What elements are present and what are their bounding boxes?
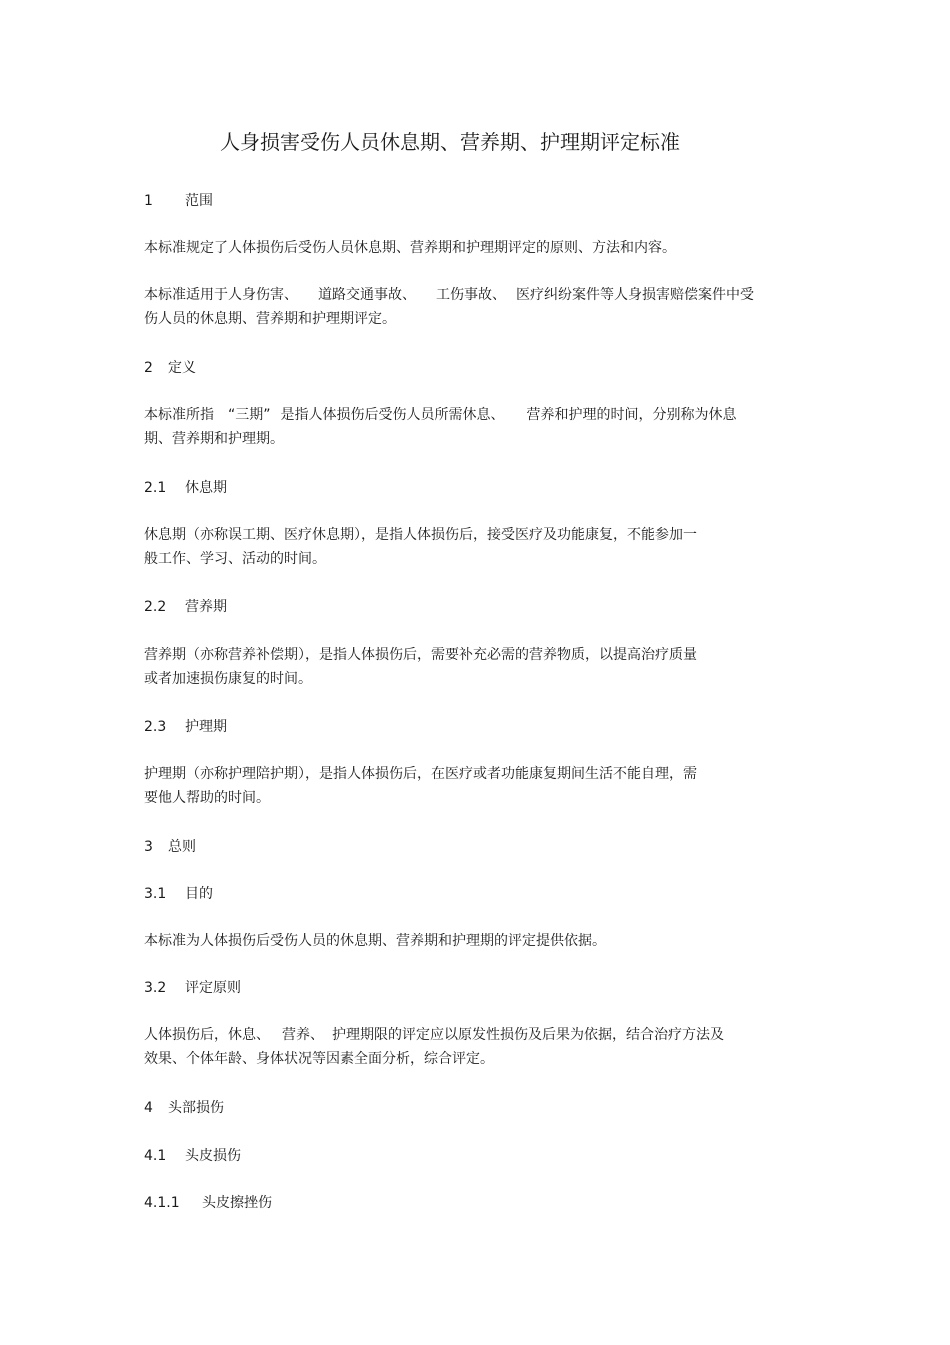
paragraph-text: 营养和护理的时间，分别称为休息 [526, 407, 737, 423]
paragraph-text: 营养、 [282, 1027, 324, 1043]
paragraph-text: 是指人体损伤后受伤人员所需休息、 [280, 407, 505, 423]
paragraph-purpose [144, 929, 606, 953]
paragraph-text: “三期” [228, 407, 271, 423]
heading-text: 头部损伤 [168, 1100, 224, 1116]
heading-number: 2.3 [144, 719, 167, 735]
paragraph-rest-period [144, 523, 697, 571]
paragraph-scope-2 [144, 283, 754, 331]
paragraph-text: 护理期（亦称护理陪护期），是指人体损伤后，在医疗或者功能康复期间生活不能自理，需 [144, 766, 697, 782]
heading-number: 2.1 [144, 480, 167, 496]
paragraph-text: 道路交通事故、 [318, 287, 416, 303]
paragraph-text: 本标准所指 [144, 407, 214, 423]
heading-number: 1 [144, 193, 153, 209]
paragraph-text: 工伤事故、 [436, 287, 506, 303]
heading-number: 3.1 [144, 886, 167, 902]
heading-text: 头皮擦挫伤 [202, 1195, 272, 1211]
paragraph-text: 本标准规定了人体损伤后受伤人员休息期、营养期和护理期评定的原则、方法和内容。 [144, 240, 676, 256]
heading-text: 定义 [168, 360, 196, 376]
paragraph-principles [144, 1023, 724, 1071]
heading-2-3 [144, 715, 227, 739]
paragraph-text: 效果、个体年龄、身体状况等因素全面分析，综合评定。 [144, 1051, 494, 1067]
paragraph-text: 医疗纠纷案件等人身损害赔偿案件中受 [516, 287, 754, 303]
heading-1 [144, 189, 213, 213]
paragraph-text: 本标准适用于人身伤害、 [144, 287, 298, 303]
heading-text: 营养期 [185, 599, 227, 615]
paragraph-text: 休息期（亦称误工期、医疗休息期），是指人体损伤后，接受医疗及功能康复，不能参加一 [144, 527, 697, 543]
paragraph-text: 期、营养期和护理期。 [144, 431, 284, 447]
paragraph-definition [144, 403, 737, 451]
heading-4-1 [144, 1144, 241, 1168]
heading-4 [144, 1096, 224, 1120]
heading-text: 护理期 [185, 719, 227, 735]
heading-text: 休息期 [185, 480, 227, 496]
heading-number: 2 [144, 360, 153, 376]
paragraph-nursing-period [144, 762, 697, 810]
heading-number: 4 [144, 1100, 153, 1116]
heading-number: 4.1.1 [144, 1195, 180, 1211]
heading-text: 范围 [185, 193, 213, 209]
heading-text: 目的 [185, 886, 213, 902]
heading-2-1 [144, 476, 227, 500]
heading-3-1 [144, 882, 213, 906]
heading-4-1-1 [144, 1191, 272, 1215]
heading-number: 3.2 [144, 980, 167, 996]
paragraph-text: 伤人员的休息期、营养期和护理期评定。 [144, 311, 396, 327]
paragraph-text: 护理期限的评定应以原发性损伤及后果为依据，结合治疗方法及 [332, 1027, 724, 1043]
paragraph-nutrition-period [144, 643, 697, 691]
heading-number: 3 [144, 839, 153, 855]
paragraph-scope-1 [144, 236, 676, 260]
paragraph-text: 要他人帮助的时间。 [144, 790, 270, 806]
heading-text: 总则 [168, 839, 196, 855]
heading-3 [144, 835, 196, 859]
paragraph-text: 般工作、学习、活动的时间。 [144, 551, 326, 567]
heading-2-2 [144, 595, 227, 619]
document-title: 人身损害受伤人员休息期、营养期、护理期评定标准 [220, 130, 680, 154]
paragraph-text: 营养期（亦称营养补偿期），是指人体损伤后，需要补充必需的营养物质，以提高治疗质量 [144, 647, 697, 663]
paragraph-text: 本标准为人体损伤后受伤人员的休息期、营养期和护理期的评定提供依据。 [144, 933, 606, 949]
heading-2 [144, 356, 196, 380]
heading-number: 4.1 [144, 1148, 167, 1164]
heading-3-2 [144, 976, 241, 1000]
paragraph-text: 人体损伤后，休息、 [144, 1027, 270, 1043]
paragraph-text: 或者加速损伤康复的时间。 [144, 671, 312, 687]
heading-text: 评定原则 [185, 980, 241, 996]
heading-number: 2.2 [144, 599, 167, 615]
heading-text: 头皮损伤 [185, 1148, 241, 1164]
